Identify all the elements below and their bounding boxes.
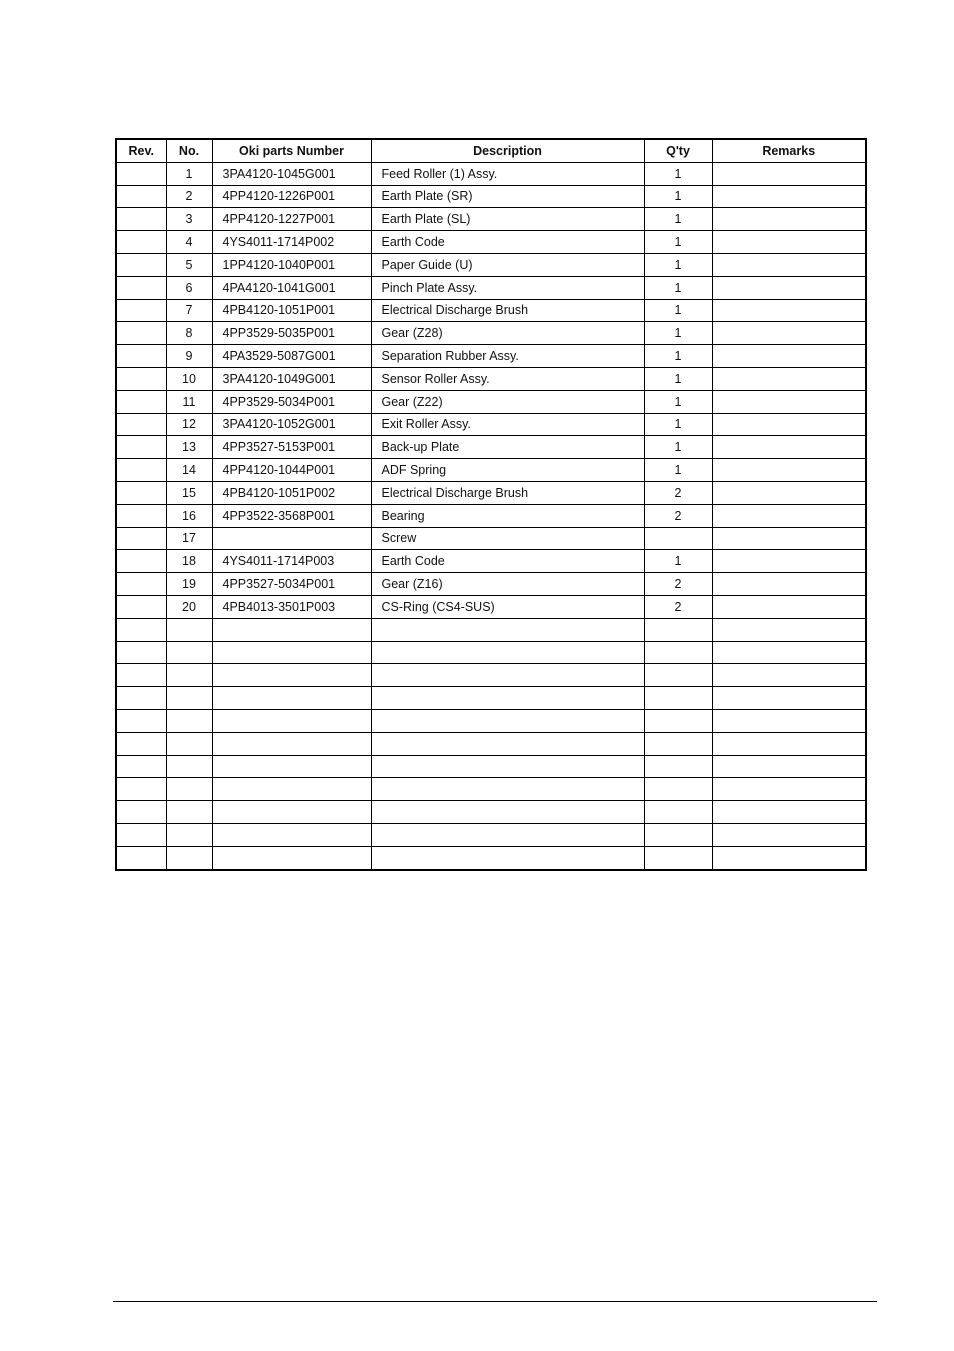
cell-qty: 1 <box>644 436 712 459</box>
cell-description: Gear (Z22) <box>371 390 644 413</box>
cell-rev <box>116 778 166 801</box>
cell-qty: 1 <box>644 185 712 208</box>
cell-rev <box>116 755 166 778</box>
cell-qty: 1 <box>644 367 712 390</box>
cell-qty: 2 <box>644 573 712 596</box>
cell-remarks <box>712 778 866 801</box>
cell-rev <box>116 709 166 732</box>
cell-no: 7 <box>166 299 212 322</box>
cell-description: Sensor Roller Assy. <box>371 367 644 390</box>
table-row <box>116 367 866 390</box>
table-row <box>116 846 866 869</box>
cell-part-number: 1PP4120-1040P001 <box>212 253 371 276</box>
cell-remarks <box>712 322 866 345</box>
table-row <box>116 345 866 368</box>
cell-description: Earth Plate (SR) <box>371 185 644 208</box>
cell-rev <box>116 413 166 436</box>
cell-qty <box>644 527 712 550</box>
cell-no: 16 <box>166 504 212 527</box>
cell-no: 6 <box>166 276 212 299</box>
cell-no: 15 <box>166 481 212 504</box>
cell-no: 17 <box>166 527 212 550</box>
table-row <box>116 162 866 185</box>
table-row <box>116 436 866 459</box>
cell-no <box>166 846 212 869</box>
table-row <box>116 573 866 596</box>
header-description: Description <box>371 139 644 162</box>
cell-no: 2 <box>166 185 212 208</box>
table-row <box>116 185 866 208</box>
cell-rev <box>116 459 166 482</box>
cell-remarks <box>712 618 866 641</box>
cell-remarks <box>712 641 866 664</box>
cell-qty: 1 <box>644 390 712 413</box>
cell-remarks <box>712 573 866 596</box>
cell-remarks <box>712 276 866 299</box>
cell-part-number: 4PP4120-1226P001 <box>212 185 371 208</box>
cell-remarks <box>712 801 866 824</box>
cell-rev <box>116 185 166 208</box>
cell-remarks <box>712 413 866 436</box>
cell-remarks <box>712 367 866 390</box>
table-row <box>116 390 866 413</box>
cell-part-number: 4PP3529-5035P001 <box>212 322 371 345</box>
cell-part-number: 4PP3527-5153P001 <box>212 436 371 459</box>
cell-part-number: 4PP3522-3568P001 <box>212 504 371 527</box>
cell-description <box>371 641 644 664</box>
table-row <box>116 231 866 254</box>
cell-no <box>166 823 212 846</box>
cell-description: Gear (Z16) <box>371 573 644 596</box>
cell-description: Back-up Plate <box>371 436 644 459</box>
cell-qty <box>644 641 712 664</box>
cell-remarks <box>712 755 866 778</box>
cell-no <box>166 687 212 710</box>
cell-description: Gear (Z28) <box>371 322 644 345</box>
cell-qty: 1 <box>644 345 712 368</box>
cell-rev <box>116 687 166 710</box>
cell-no <box>166 664 212 687</box>
cell-rev <box>116 732 166 755</box>
table-row <box>116 527 866 550</box>
cell-rev <box>116 595 166 618</box>
cell-description: Paper Guide (U) <box>371 253 644 276</box>
cell-qty <box>644 778 712 801</box>
table-row <box>116 322 866 345</box>
cell-qty <box>644 732 712 755</box>
cell-qty: 1 <box>644 299 712 322</box>
cell-description <box>371 687 644 710</box>
cell-part-number <box>212 664 371 687</box>
cell-no <box>166 801 212 824</box>
cell-remarks <box>712 823 866 846</box>
cell-remarks <box>712 162 866 185</box>
cell-no: 5 <box>166 253 212 276</box>
cell-description: Electrical Discharge Brush <box>371 481 644 504</box>
cell-description: Earth Plate (SL) <box>371 208 644 231</box>
cell-description: Screw <box>371 527 644 550</box>
cell-description <box>371 732 644 755</box>
cell-description: Exit Roller Assy. <box>371 413 644 436</box>
cell-rev <box>116 253 166 276</box>
cell-part-number: 4PB4120-1051P002 <box>212 481 371 504</box>
cell-remarks <box>712 846 866 869</box>
cell-no: 9 <box>166 345 212 368</box>
cell-description: Bearing <box>371 504 644 527</box>
table-row <box>116 778 866 801</box>
cell-part-number <box>212 641 371 664</box>
cell-part-number: 3PA4120-1045G001 <box>212 162 371 185</box>
table-header-row <box>116 139 866 162</box>
cell-remarks <box>712 664 866 687</box>
cell-remarks <box>712 709 866 732</box>
cell-rev <box>116 504 166 527</box>
cell-description <box>371 823 644 846</box>
cell-description <box>371 709 644 732</box>
cell-part-number: 4YS4011-1714P002 <box>212 231 371 254</box>
cell-description: Earth Code <box>371 231 644 254</box>
cell-rev <box>116 527 166 550</box>
cell-part-number: 4PA4120-1041G001 <box>212 276 371 299</box>
cell-qty: 1 <box>644 231 712 254</box>
cell-qty <box>644 618 712 641</box>
table-row <box>116 618 866 641</box>
cell-rev <box>116 208 166 231</box>
cell-no: 8 <box>166 322 212 345</box>
cell-rev <box>116 231 166 254</box>
cell-description <box>371 664 644 687</box>
cell-remarks <box>712 595 866 618</box>
cell-rev <box>116 823 166 846</box>
cell-no: 11 <box>166 390 212 413</box>
cell-remarks <box>712 732 866 755</box>
cell-qty: 1 <box>644 413 712 436</box>
cell-no: 14 <box>166 459 212 482</box>
cell-rev <box>116 436 166 459</box>
cell-part-number <box>212 709 371 732</box>
cell-qty <box>644 755 712 778</box>
cell-rev <box>116 641 166 664</box>
cell-qty <box>644 823 712 846</box>
cell-rev <box>116 801 166 824</box>
cell-part-number: 4YS4011-1714P003 <box>212 550 371 573</box>
cell-rev <box>116 390 166 413</box>
cell-part-number: 4PP3527-5034P001 <box>212 573 371 596</box>
cell-no: 3 <box>166 208 212 231</box>
cell-description: Separation Rubber Assy. <box>371 345 644 368</box>
cell-part-number <box>212 732 371 755</box>
cell-remarks <box>712 345 866 368</box>
table-row <box>116 823 866 846</box>
cell-part-number: 4PP4120-1227P001 <box>212 208 371 231</box>
table-row <box>116 801 866 824</box>
cell-qty <box>644 709 712 732</box>
cell-remarks <box>712 231 866 254</box>
cell-remarks <box>712 550 866 573</box>
cell-remarks <box>712 185 866 208</box>
cell-no: 18 <box>166 550 212 573</box>
cell-rev <box>116 550 166 573</box>
cell-no: 19 <box>166 573 212 596</box>
cell-remarks <box>712 390 866 413</box>
cell-qty <box>644 664 712 687</box>
cell-no: 1 <box>166 162 212 185</box>
cell-remarks <box>712 299 866 322</box>
cell-description: Pinch Plate Assy. <box>371 276 644 299</box>
table-row <box>116 299 866 322</box>
table-row <box>116 664 866 687</box>
cell-description <box>371 846 644 869</box>
cell-qty: 1 <box>644 162 712 185</box>
cell-part-number: 4PB4120-1051P001 <box>212 299 371 322</box>
cell-no: 13 <box>166 436 212 459</box>
cell-qty <box>644 801 712 824</box>
table-row <box>116 641 866 664</box>
table-row <box>116 732 866 755</box>
cell-no <box>166 709 212 732</box>
cell-remarks <box>712 253 866 276</box>
cell-qty <box>644 687 712 710</box>
cell-no <box>166 755 212 778</box>
cell-part-number: 3PA4120-1049G001 <box>212 367 371 390</box>
table-row <box>116 709 866 732</box>
cell-rev <box>116 664 166 687</box>
cell-rev <box>116 276 166 299</box>
cell-description: CS-Ring (CS4-SUS) <box>371 595 644 618</box>
cell-description <box>371 778 644 801</box>
cell-part-number: 3PA4120-1052G001 <box>212 413 371 436</box>
cell-qty: 1 <box>644 459 712 482</box>
cell-rev <box>116 345 166 368</box>
cell-no: 4 <box>166 231 212 254</box>
cell-qty: 2 <box>644 504 712 527</box>
cell-remarks <box>712 504 866 527</box>
cell-no <box>166 618 212 641</box>
cell-part-number: 4PB4013-3501P003 <box>212 595 371 618</box>
cell-part-number <box>212 687 371 710</box>
table-row <box>116 276 866 299</box>
cell-remarks <box>712 481 866 504</box>
table-row <box>116 459 866 482</box>
cell-part-number <box>212 527 371 550</box>
table-row <box>116 687 866 710</box>
table-row <box>116 413 866 436</box>
header-part-number: Oki parts Number <box>212 139 371 162</box>
cell-no: 12 <box>166 413 212 436</box>
cell-qty: 1 <box>644 550 712 573</box>
table-row <box>116 504 866 527</box>
cell-qty: 2 <box>644 595 712 618</box>
cell-part-number: 4PA3529-5087G001 <box>212 345 371 368</box>
cell-rev <box>116 481 166 504</box>
cell-description <box>371 755 644 778</box>
table-row <box>116 208 866 231</box>
cell-rev <box>116 846 166 869</box>
cell-remarks <box>712 208 866 231</box>
cell-no <box>166 641 212 664</box>
header-qty: Q'ty <box>644 139 712 162</box>
header-rev: Rev. <box>116 139 166 162</box>
cell-part-number <box>212 778 371 801</box>
cell-description: Earth Code <box>371 550 644 573</box>
cell-rev <box>116 322 166 345</box>
footer-divider <box>113 1301 877 1302</box>
cell-qty: 1 <box>644 208 712 231</box>
cell-no: 20 <box>166 595 212 618</box>
cell-no <box>166 778 212 801</box>
cell-qty: 1 <box>644 322 712 345</box>
cell-remarks <box>712 459 866 482</box>
cell-description: ADF Spring <box>371 459 644 482</box>
table-row <box>116 595 866 618</box>
cell-part-number <box>212 618 371 641</box>
table-row <box>116 253 866 276</box>
cell-rev <box>116 367 166 390</box>
cell-qty: 1 <box>644 276 712 299</box>
cell-part-number: 4PP4120-1044P001 <box>212 459 371 482</box>
cell-description <box>371 618 644 641</box>
cell-description: Electrical Discharge Brush <box>371 299 644 322</box>
cell-remarks <box>712 436 866 459</box>
cell-rev <box>116 162 166 185</box>
header-remarks: Remarks <box>712 139 866 162</box>
cell-rev <box>116 299 166 322</box>
table-body <box>116 162 866 869</box>
cell-part-number <box>212 755 371 778</box>
cell-description: Feed Roller (1) Assy. <box>371 162 644 185</box>
cell-no <box>166 732 212 755</box>
cell-rev <box>116 573 166 596</box>
cell-remarks <box>712 687 866 710</box>
parts-list-table <box>115 138 867 871</box>
cell-no: 10 <box>166 367 212 390</box>
cell-part-number: 4PP3529-5034P001 <box>212 390 371 413</box>
cell-description <box>371 801 644 824</box>
cell-part-number <box>212 846 371 869</box>
cell-qty: 1 <box>644 253 712 276</box>
cell-part-number <box>212 801 371 824</box>
cell-part-number <box>212 823 371 846</box>
cell-qty <box>644 846 712 869</box>
cell-qty: 2 <box>644 481 712 504</box>
header-no: No. <box>166 139 212 162</box>
table-row <box>116 550 866 573</box>
cell-rev <box>116 618 166 641</box>
cell-remarks <box>712 527 866 550</box>
table-row <box>116 481 866 504</box>
table-row <box>116 755 866 778</box>
